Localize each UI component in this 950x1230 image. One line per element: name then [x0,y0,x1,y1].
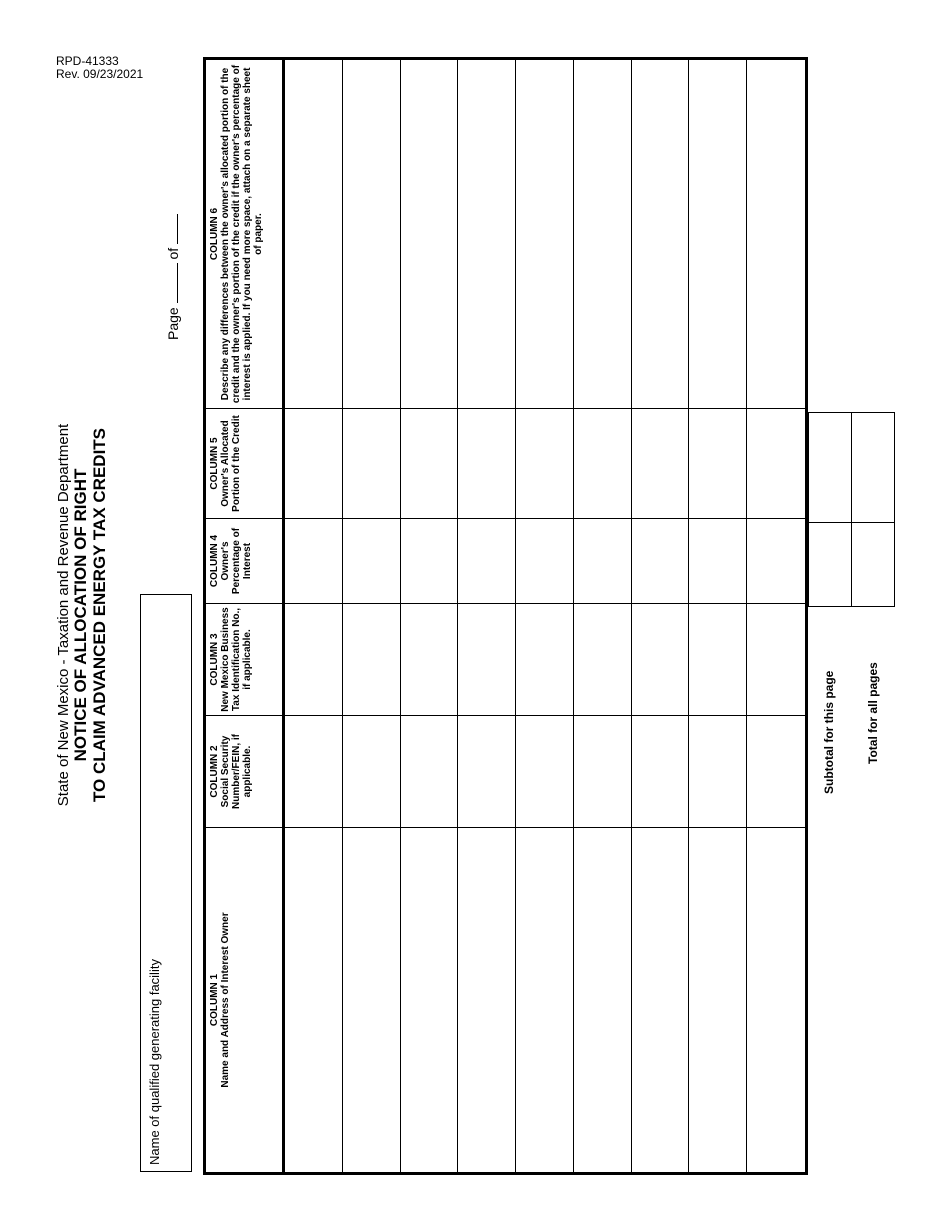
column-number: COLUMN 1 [209,973,220,1027]
table-cell[interactable] [516,827,574,1172]
column-number: COLUMN 3 [209,633,220,686]
table-cell[interactable] [574,60,632,408]
table-cell[interactable] [285,603,343,715]
table-cell[interactable] [747,408,805,518]
form-title [56,410,110,820]
total-percentage-cell[interactable] [852,522,894,606]
table-cell[interactable] [516,603,574,715]
table-cell[interactable] [689,715,747,827]
table-cell[interactable] [632,408,690,518]
table-cell[interactable] [401,827,459,1172]
table-cell[interactable] [632,603,690,715]
column-3-header [206,603,285,715]
table-cell[interactable] [285,60,343,408]
column-label: Social Security Number/FEIN, if applicable. [220,734,253,810]
subtotal-label: Subtotal for this page [822,670,836,794]
table-cell[interactable] [343,827,401,1172]
table-cell[interactable] [401,408,459,518]
subtotal-credit-cell[interactable] [809,413,851,522]
table-cell[interactable] [516,60,574,408]
subtotal-row [808,412,852,607]
column-1-header [206,827,285,1172]
title-line-2: TO CLAIM ADVANCED ENERGY TAX CREDITS [90,427,109,803]
table-cell[interactable] [285,408,343,518]
table-cell[interactable] [343,715,401,827]
table-cell[interactable] [689,827,747,1172]
table-cell[interactable] [689,408,747,518]
page-number [165,214,181,340]
table-cell[interactable] [574,408,632,518]
column-number: COLUMN 2 [209,745,220,798]
table-cell[interactable] [516,518,574,603]
column-number: COLUMN 6 [209,207,220,261]
column-6-header [206,60,285,408]
column-label: Name and Address of Interest Owner [220,912,231,1088]
page-label: Page [165,307,181,340]
column-label: Describe any differences between the owner's allocated portion of the credit and the owner's portion of the credit if the owner's percentage of interest is applied. If you need more space, attach on a separate sheet of paper. [220,64,264,404]
table-cell[interactable] [632,715,690,827]
table-cell[interactable] [574,518,632,603]
table-cell[interactable] [458,518,516,603]
table-cell[interactable] [747,603,805,715]
column-5-header [206,408,285,518]
table-cell[interactable] [632,518,690,603]
table-cell[interactable] [458,408,516,518]
page-total-field[interactable] [177,214,178,244]
table-cell[interactable] [343,518,401,603]
form-id: RPD-41333 [56,54,119,68]
page-current-field[interactable] [177,263,178,303]
table-cell[interactable] [285,518,343,603]
facility-label: Name of qualified generating facility [147,959,162,1165]
title-line-1: NOTICE OF ALLOCATION OF RIGHT [71,468,90,762]
column-2-header [206,715,285,827]
table-cell[interactable] [401,518,459,603]
table-cell[interactable] [747,827,805,1172]
table-cell[interactable] [516,715,574,827]
total-label: Total for all pages [866,662,880,764]
page-of-label: of [165,247,181,260]
table-cell[interactable] [285,715,343,827]
column-number: COLUMN 4 [209,534,220,588]
table-cell[interactable] [574,715,632,827]
department-name: State of New Mexico - Taxation and Revenue Department [55,423,72,807]
form-revision: Rev. 09/23/2021 [56,67,144,81]
table-cell[interactable] [458,60,516,408]
table-cell[interactable] [401,603,459,715]
table-cell[interactable] [285,827,343,1172]
table-cell[interactable] [747,60,805,408]
table-cell[interactable] [747,518,805,603]
table-cell[interactable] [632,60,690,408]
table-cell[interactable] [689,518,747,603]
table-cell[interactable] [401,60,459,408]
table-cell[interactable] [689,603,747,715]
table-cell[interactable] [401,715,459,827]
table-cell[interactable] [747,715,805,827]
column-label: Owner's Allocated Portion of the Credit [220,415,242,512]
subtotal-percentage-cell[interactable] [809,522,851,606]
column-4-header [206,518,285,603]
table-cell[interactable] [343,60,401,408]
table-cell[interactable] [343,603,401,715]
column-number: COLUMN 5 [209,437,220,490]
table-cell[interactable] [458,603,516,715]
owner-table [203,57,808,1175]
table-cell[interactable] [343,408,401,518]
facility-name-field[interactable] [140,594,192,1172]
column-label: New Mexico Business Tax Identification No., if applicable. [220,607,253,712]
table-cell[interactable] [458,827,516,1172]
table-cell[interactable] [574,603,632,715]
total-credit-cell[interactable] [852,413,894,522]
table-cell[interactable] [632,827,690,1172]
table-cell[interactable] [574,827,632,1172]
column-label: Owner's Percentage of Interest [220,527,253,595]
table-cell[interactable] [458,715,516,827]
table-cell[interactable] [689,60,747,408]
total-row [851,412,895,607]
table-cell[interactable] [516,408,574,518]
